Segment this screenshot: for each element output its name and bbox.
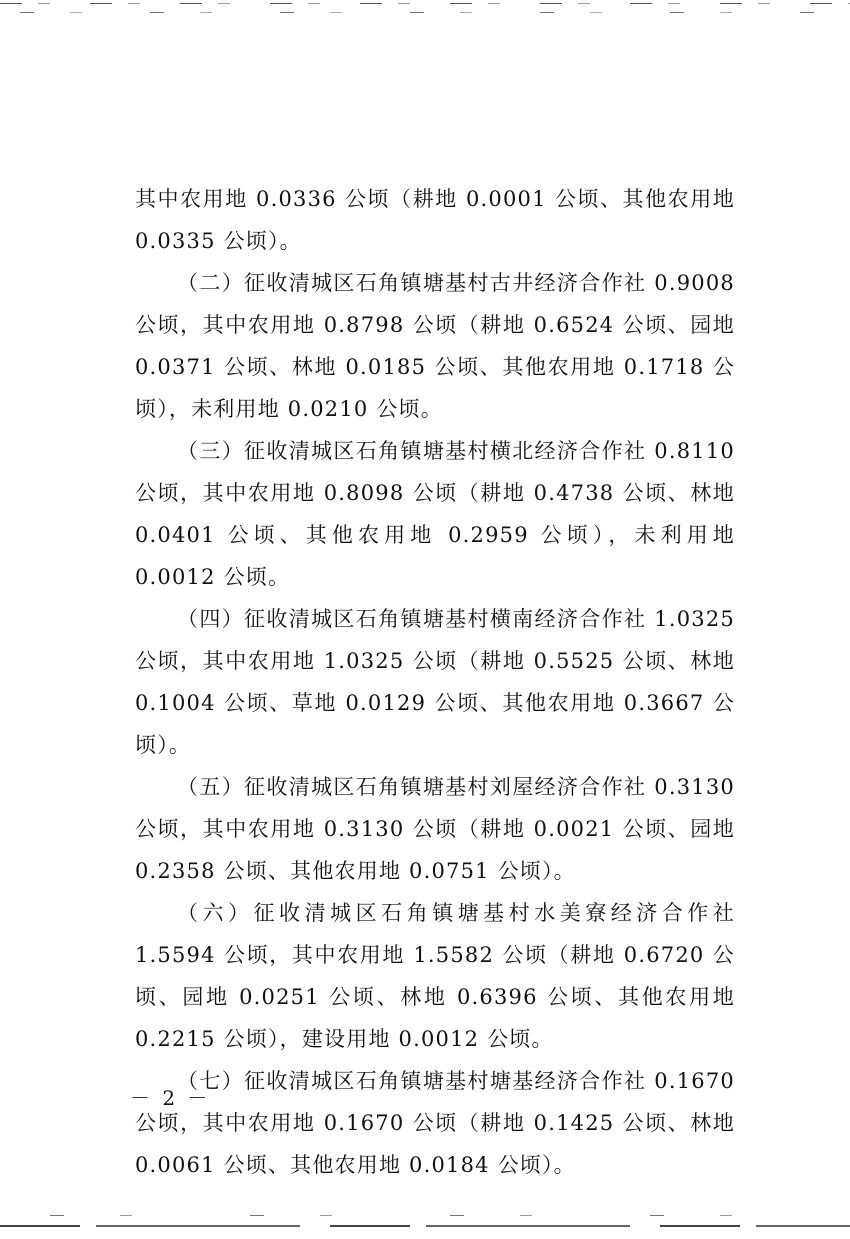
scan-artifact-bottom-edge [0,1225,850,1227]
scan-artifact-top-edge [0,0,850,20]
paragraph-item-6: （六）征收清城区石角镇塘基村水美寮经济合作社 1.5594 公顷，其中农用地 1.5582 公顷（耕地 0.6720 公顷、园地 0.0251 公顷、林地 0.6396 公顷、其他农用地 0.2215 公顷），建设用地 0.0012 公顷。 [135,901,735,1051]
page-number: － 2 － [130,1086,211,1110]
paragraph-continuation: 其中农用地 0.0336 公顷（耕地 0.0001 公顷、其他农用地 0.0335 公顷）。 [135,187,735,253]
document-body [135,178,735,1186]
paragraph-item-2: （二）征收清城区石角镇塘基村古井经济合作社 0.9008 公顷，其中农用地 0.8798 公顷（耕地 0.6524 公顷、园地 0.0371 公顷、林地 0.0185 公顷、其他农用地 0.1718 公顷），未利用地 0.0210 公顷。 [135,271,735,421]
paragraph-item-7: （七）征收清城区石角镇塘基村塘基经济合作社 0.1670 公顷，其中农用地 0.1670 公顷（耕地 0.1425 公顷、林地 0.0061 公顷、其他农用地 0.0184 公顷）。 [135,1069,735,1177]
paragraph-item-4: （四）征收清城区石角镇塘基村横南经济合作社 1.0325 公顷，其中农用地 1.0325 公顷（耕地 0.5525 公顷、林地 0.1004 公顷、草地 0.0129 公顷、其他农用地 0.3667 公顷）。 [135,607,735,757]
paragraph-item-3: （三）征收清城区石角镇塘基村横北经济合作社 0.8110 公顷，其中农用地 0.8098 公顷（耕地 0.4738 公顷、林地 0.0401 公顷、其他农用地 0.2959 公顷），未利用地 0.0012 公顷。 [135,439,735,589]
paragraph-item-5: （五）征收清城区石角镇塘基村刘屋经济合作社 0.3130 公顷，其中农用地 0.3130 公顷（耕地 0.0021 公顷、园地 0.2358 公顷、其他农用地 0.0751 公顷）。 [135,775,735,883]
